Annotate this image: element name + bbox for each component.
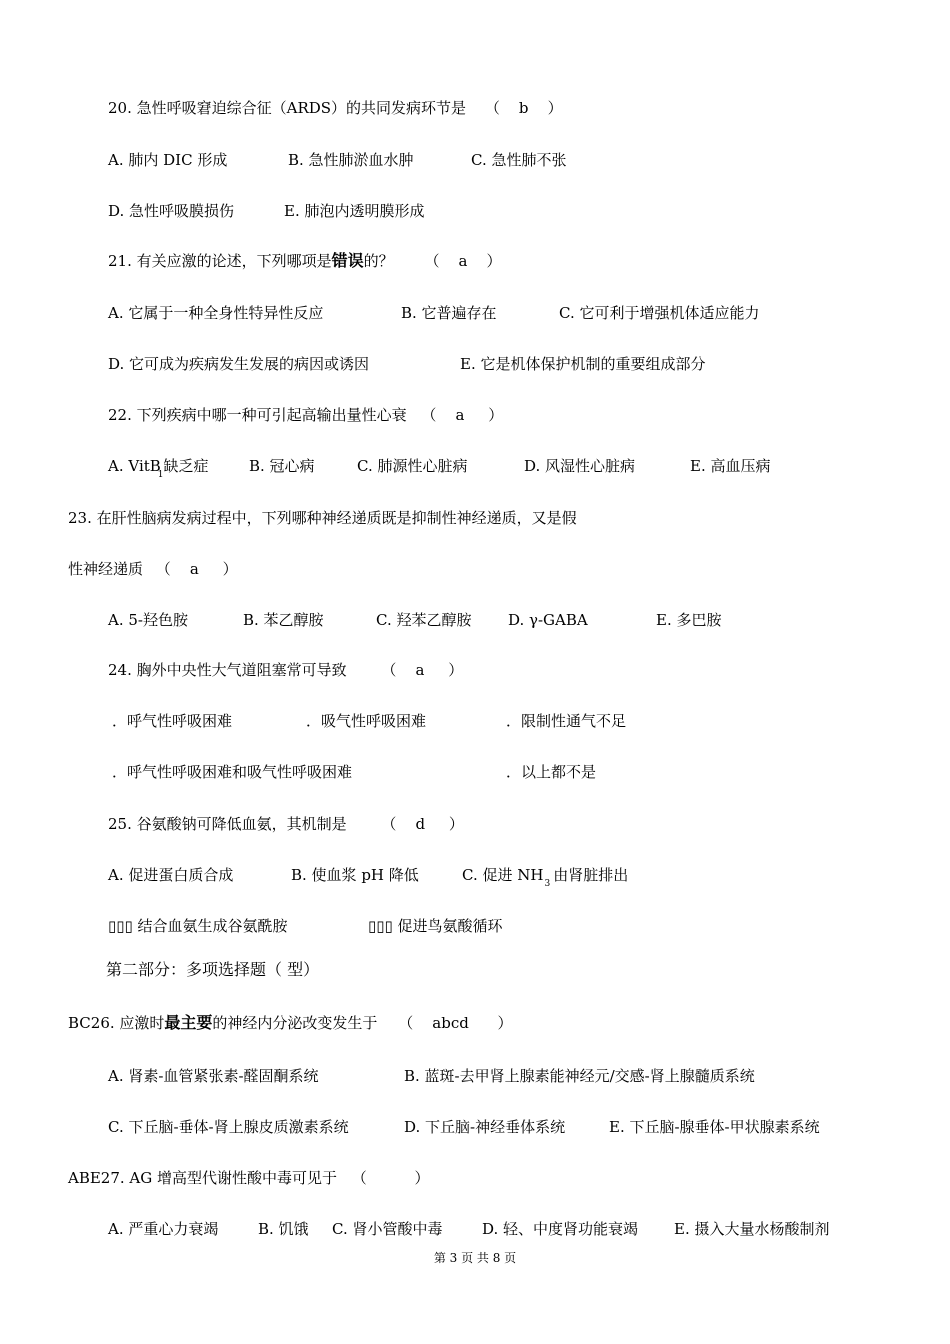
q25-option-d: ▯▯▯ 结合血氨生成谷氨酰胺 [108, 917, 288, 935]
q24-option-c: ．限制性通气不足 [506, 712, 627, 730]
page-footer: 第 3 页 共 8 页 [433, 1251, 517, 1265]
q26-option-e: E. 下丘脑-腺垂体-甲状腺素系统 [609, 1118, 820, 1136]
q20-option-d: D. 急性呼吸膜损伤 [108, 202, 235, 220]
q24-option-a: ．呼气性呼吸困难 [112, 712, 233, 730]
q27-option-b: B. 饥饿 [258, 1220, 309, 1238]
q23-stem-line2: 性神经递质 （ a ） [68, 560, 238, 578]
q25-stem: 25. 谷氨酸钠可降低血氨，其机制是 （ d ） [108, 815, 464, 833]
q26-answer: （ abcd ） [398, 1014, 513, 1032]
q22-option-b: B. 冠心病 [249, 457, 315, 475]
q20-option-a: A. 肺内 DIC 形成 [108, 151, 228, 169]
q26-option-d: D. 下丘脑-神经垂体系统 [404, 1118, 566, 1136]
q22-option-a: A. VitB$_1$缺乏症 [108, 457, 209, 480]
q21-stem: 21. 有关应激的论述，下列哪项是错误的？ （ a ） [108, 251, 502, 270]
q26-option-c: C. 下丘脑-垂体-肾上腺皮质激素系统 [108, 1118, 349, 1136]
q24-stem: 24. 胸外中央性大气道阻塞常可导致 （ a ） [108, 661, 464, 679]
q23-stem-line1: 23. 在肝性脑病发病过程中，下列哪种神经递质既是抑制性神经递质，又是假 [68, 509, 577, 527]
q20-option-b: B. 急性肺淤血水肿 [288, 151, 414, 169]
q22-option-c: C. 肺源性心脏病 [357, 457, 468, 475]
q22-option-e: E. 高血压病 [690, 457, 771, 475]
q26-emphasis: 最主要 [164, 1013, 213, 1032]
q27-answer: （ ） [351, 1169, 430, 1187]
q27-option-d: D. 轻、中度肾功能衰竭 [482, 1220, 639, 1238]
q23-option-d: D. γ-GABA [508, 611, 588, 629]
q21-option-e: E. 它是机体保护机制的重要组成部分 [460, 355, 706, 373]
q22-option-d: D. 风湿性心脏病 [524, 457, 636, 475]
q24-option-e: ．以上都不是 [506, 763, 597, 781]
q23-option-e: E. 多巴胺 [656, 611, 722, 629]
q22-answer: （ a ） [421, 406, 504, 424]
q25-option-b: B. 使血浆 pH 降低 [291, 866, 419, 884]
q21-option-c: C. 它可利于增强机体适应能力 [559, 304, 760, 322]
q24-option-b: ．吸气性呼吸困难 [306, 712, 427, 730]
q23-option-a: A. 5-羟色胺 [108, 611, 188, 629]
q26-option-a: A. 肾素-血管紧张素-醛固酮系统 [108, 1067, 319, 1085]
q27-stem: ABE27. AG 增高型代谢性酸中毒可见于 （ ） [68, 1169, 430, 1187]
q20-option-c: C. 急性肺不张 [471, 151, 567, 169]
q25-option-a: A. 促进蛋白质合成 [108, 866, 234, 884]
q24-answer: （ a ） [381, 661, 464, 679]
q23-option-c: C. 羟苯乙醇胺 [376, 611, 472, 629]
q21-option-b: B. 它普遍存在 [401, 304, 497, 322]
q27-option-c: C. 肾小管酸中毒 [332, 1220, 443, 1238]
q21-option-a: A. 它属于一种全身性特异性反应 [108, 304, 324, 322]
q20-stem: 20. 急性呼吸窘迫综合征（ARDS）的共同发病环节是 （ b ） [108, 99, 563, 117]
q24-option-d: ．呼气性呼吸困难和吸气性呼吸困难 [112, 763, 353, 781]
q25-answer: （ d ） [381, 815, 464, 833]
section-2-title: 第二部分：多项选择题（ 型） [106, 960, 320, 979]
q26-option-b: B. 蓝斑-去甲肾上腺素能神经元/交感-肾上腺髓质系统 [404, 1067, 755, 1085]
q21-emphasis: 错误 [331, 251, 364, 270]
q21-answer: （ a ） [424, 252, 502, 270]
q21-option-d: D. 它可成为疾病发生发展的病因或诱因 [108, 355, 370, 373]
q23-answer: （ a ） [155, 560, 238, 578]
q20-answer: （ b ） [484, 99, 563, 117]
q25-option-c: C. 促进 $NH_3$ 由肾脏排出 [462, 866, 629, 889]
q23-option-b: B. 苯乙醇胺 [243, 611, 324, 629]
q25-option-e: ▯▯▯ 促进鸟氨酸循环 [368, 917, 503, 935]
q27-option-a: A. 严重心力衰竭 [108, 1220, 219, 1238]
q22-stem: 22. 下列疾病中哪一种可引起高输出量性心衰 （ a ） [108, 406, 504, 424]
q20-option-e: E. 肺泡内透明膜形成 [284, 202, 425, 220]
q27-option-e: E. 摄入大量水杨酸制剂 [674, 1220, 830, 1238]
q26-stem: BC26. 应激时最主要的神经内分泌改变发生于 （ abcd ） [68, 1013, 513, 1032]
